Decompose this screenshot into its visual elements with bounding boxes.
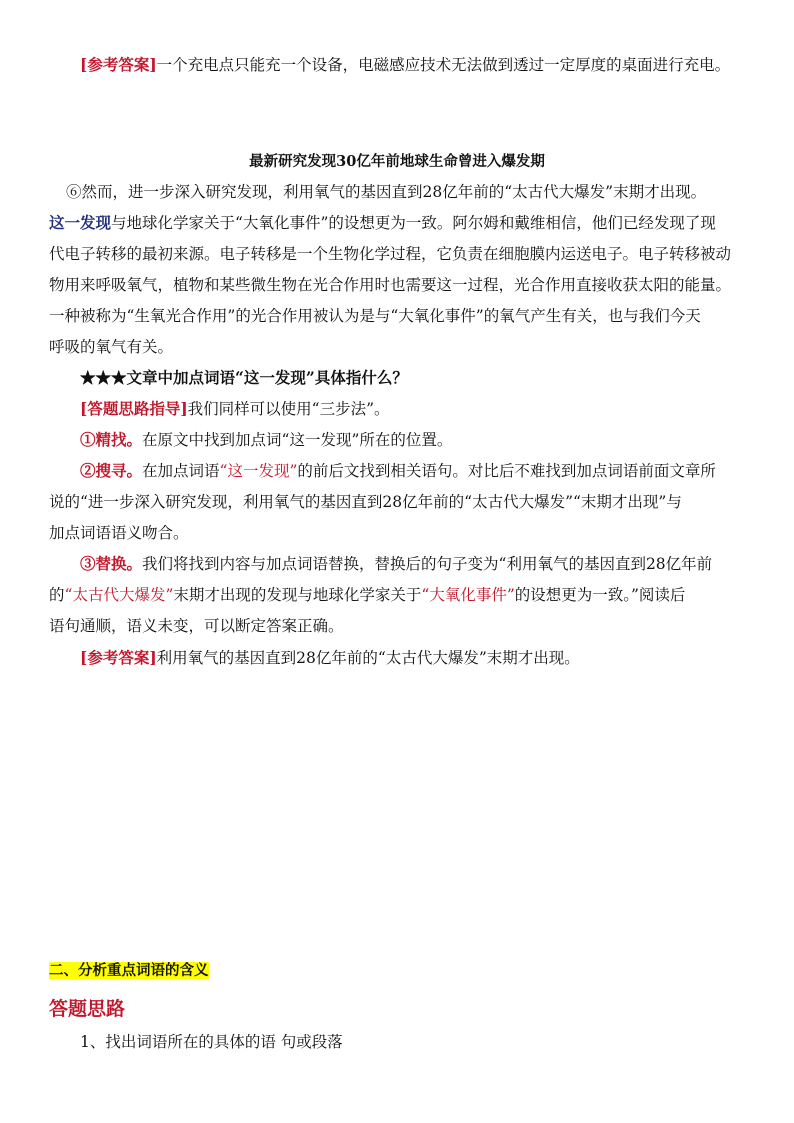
- section-subheading: 答题思路: [49, 998, 126, 1020]
- step-2-label: ②搜寻。: [80, 461, 143, 480]
- answer-1: [80, 55, 780, 75]
- section-heading: [49, 960, 749, 981]
- answer-2-text: 利用氧气的基因直到28亿年前的“太古代大爆发”末期才出现。: [156, 649, 580, 667]
- article-line-3: 代电子转移的最初来源。电子转移是一个生物化学过程，它负责在细胞膜内运送电子。电子转移被动: [49, 245, 732, 263]
- answer-2: [80, 648, 780, 668]
- article-line-2-rest: 与地球化学家关于“大氧化事件”的设想更为一致。阿尔姆和戴维相信，他们已经发现了现: [111, 214, 716, 232]
- step-3-line-2: [49, 585, 749, 605]
- step-2-text-b: 的前后文找到相关语句。对比后不难找到加点词语前面文章所: [297, 462, 716, 480]
- step-1: [80, 430, 780, 450]
- step-1-label: ①精找。: [80, 430, 143, 449]
- answer-text: 一个充电点只能充一个设备，电磁感应技术无法做到透过一定厚度的桌面进行充电。: [156, 56, 731, 74]
- guide-text: 我们同样可以使用“三步法”。: [187, 400, 390, 418]
- section-item-1: 1、找出词语所在的具体的语 句或段落: [80, 1033, 343, 1051]
- step-3: [80, 554, 780, 574]
- article-line-6: 呼吸的氧气有关。: [49, 338, 174, 356]
- step-2-quote: “这一发现”: [219, 462, 298, 480]
- article-line-5: 一种被称为“生氧光合作用”的光合作用被认为是与“大氧化事件”的氧气产生有关，也与我们今天: [49, 307, 701, 325]
- step-3-mid: 末期才出现的发现与地球化学家关于: [173, 586, 422, 604]
- step-3-text-a: 我们将找到内容与加点词语替换，替换后的句子变为“利用氧气的基因直到28亿年前: [142, 555, 713, 573]
- section-heading-text: 二、分析重点词语的含义: [49, 962, 209, 979]
- article-line-1: ⑥然而，进一步深入研究发现，利用氧气的基因直到28亿年前的“太古代大爆发”末期才出现。: [66, 183, 707, 201]
- step-1-text: 在原文中找到加点词“这一发现”所在的位置。: [142, 431, 453, 449]
- answer-tag: [参考答案]: [80, 55, 157, 74]
- step-3-line-3: 语句通顺，语义未变，可以断定答案正确。: [49, 617, 344, 635]
- article-line-4: 物用来呼吸氧气，植物和某些微生物在光合作用时也需要这一过程，光合作用直接收获太阳的能量。: [49, 276, 732, 294]
- step-2-line-3: 加点词语语义吻合。: [49, 524, 189, 542]
- step-2-text-a: 在加点词语: [142, 462, 220, 480]
- answer-2-tag: [参考答案]: [80, 648, 157, 667]
- article-line-2: [49, 213, 749, 233]
- step-3-quote-2: “大氧化事件”: [421, 586, 515, 604]
- step-3-quote-1: “太古代大爆发”: [64, 586, 174, 604]
- step-2: [80, 461, 780, 481]
- step-3-label: ③替换。: [80, 554, 143, 573]
- step-3-prefix: 的: [49, 586, 65, 604]
- guide-tag: [答题思路指导]: [80, 399, 188, 418]
- step-3-rest: 的设想更为一致。”阅读后: [514, 586, 686, 604]
- step-2-line-2: 说的“进一步深入研究发现，利用氧气的基因直到28亿年前的“太古代大爆发”“末期才出现”与: [49, 493, 682, 511]
- guide: [80, 399, 780, 419]
- highlight-phrase: 这一发现: [49, 213, 112, 232]
- question: ★★★文章中加点词语“这一发现”具体指什么？: [80, 368, 408, 387]
- article-title: 最新研究发现30亿年前地球生命曾进入爆发期: [249, 153, 545, 170]
